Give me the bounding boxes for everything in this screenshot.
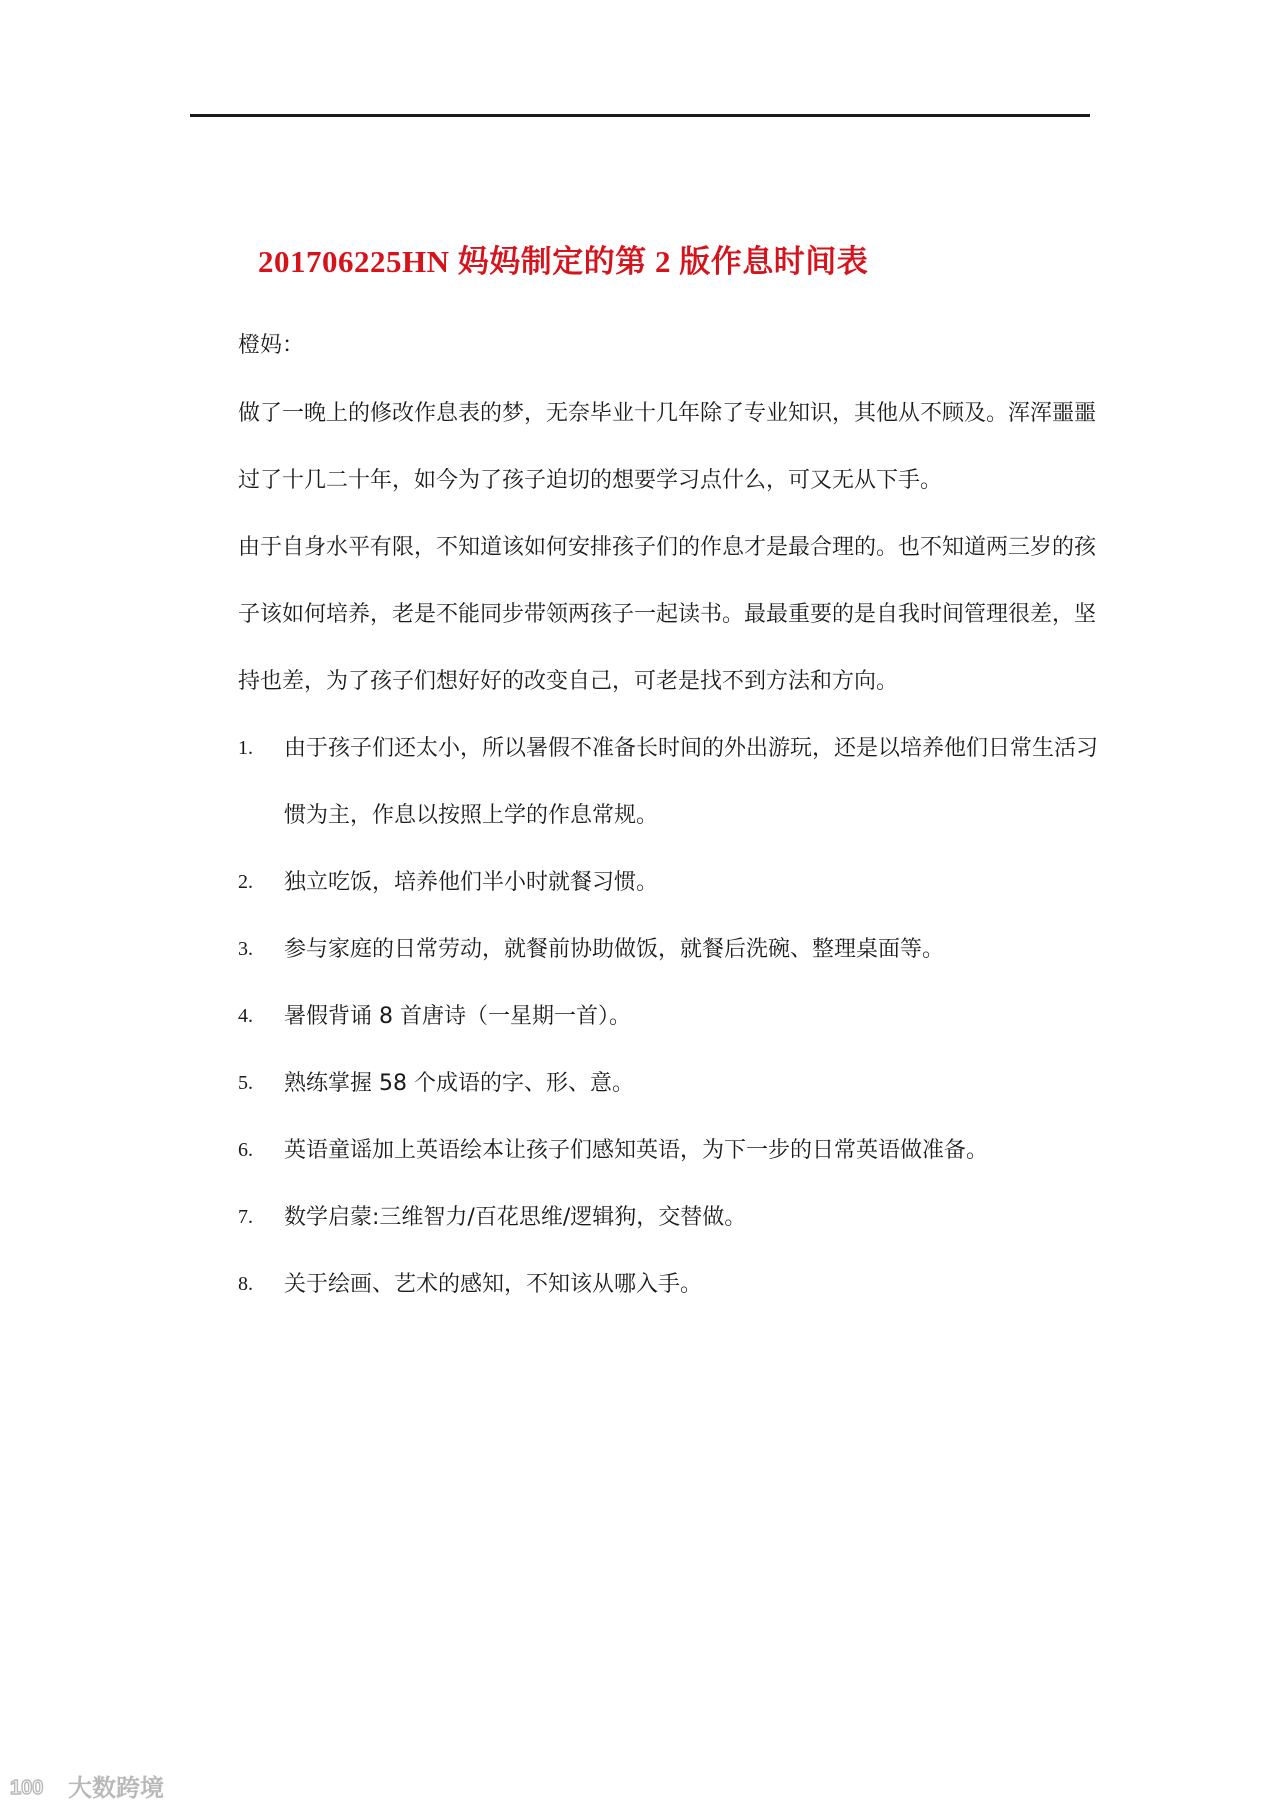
list-item — [238, 1050, 1098, 1117]
list-item-number: 5. — [238, 1072, 253, 1094]
list-item-text: 独立吃饭，培养他们半小时就餐习惯。 — [284, 870, 659, 895]
list-item-number: 7. — [238, 1206, 253, 1228]
greeting: 橙妈： — [238, 333, 305, 358]
watermark-logo-text: 100 — [10, 1776, 44, 1799]
watermark-text: 大数跨境 — [68, 1774, 164, 1802]
list-item-text: 关于绘画、艺术的感知，不知该从哪入手。 — [284, 1272, 703, 1297]
list-item-text: 英语童谣加上英语绘本让孩子们感知英语，为下一步的日常英语做准备。 — [284, 1138, 989, 1163]
list-item — [238, 1251, 1098, 1318]
list-item — [238, 916, 1098, 983]
list-item — [238, 715, 1098, 849]
list-item-text: 数学启蒙:三维智力/百花思维/逻辑狗，交替做。 — [284, 1205, 747, 1230]
paragraph-1: 做了一晚上的修改作息表的梦，无奈毕业十几年除了专业知识，其他从不顾及。浑浑噩噩过了十几二十年，如今为了孩子迫切的想要学习点什么，可又无从下手。 — [238, 401, 1097, 493]
list-item-number: 2. — [238, 871, 253, 893]
top-divider — [190, 114, 1090, 117]
list-item — [238, 849, 1098, 916]
plan-list — [238, 715, 1098, 1318]
list-item-text: 参与家庭的日常劳动，就餐前协助做饭，就餐后洗碗、整理桌面等。 — [284, 937, 945, 962]
list-item — [238, 1117, 1098, 1184]
list-item-text: 由于孩子们还太小，所以暑假不准备长时间的外出游玩，还是以培养他们日常生活习惯为主，作息以按照上学的作息常规。 — [284, 736, 1099, 828]
list-item-number: 3. — [238, 938, 253, 960]
paragraph-2: 由于自身水平有限，不知道该如何安排孩子们的作息才是最合理的。也不知道两三岁的孩子该如何培养，老是不能同步带领两孩子一起读书。最最重要的是自我时间管理很差，坚持也差，为了孩子们想好好的改变自己，可老是找不到方法和方向。 — [238, 535, 1097, 694]
list-item — [238, 983, 1098, 1050]
document-title: 201706225HN 妈妈制定的第 2 版作息时间表 — [258, 244, 869, 279]
watermark — [8, 1768, 164, 1803]
list-item-number: 4. — [238, 1005, 253, 1027]
list-item — [238, 1184, 1098, 1251]
list-item-number: 6. — [238, 1139, 253, 1161]
watermark-logo-icon — [8, 1771, 62, 1801]
list-item-text: 暑假背诵 8 首唐诗（一星期一首）。 — [284, 1004, 631, 1029]
list-item-text: 熟练掌握 58 个成语的字、形、意。 — [284, 1071, 634, 1096]
list-item-number: 8. — [238, 1273, 253, 1295]
list-item-number: 1. — [238, 737, 253, 759]
